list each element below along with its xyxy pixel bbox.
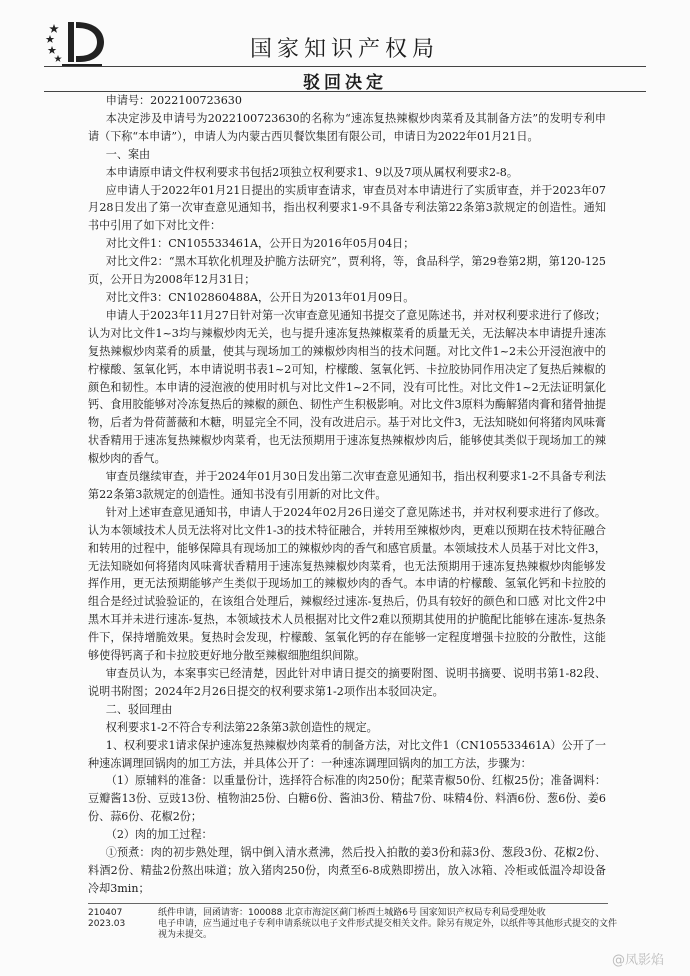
reason-paragraph: 权利要求1-2不符合专利法第22条第3款创造性的规定。 bbox=[105, 720, 378, 734]
paper-filing-note: 纸件申请，回函请寄：100088 北京市海淀区蓟门桥西土城路6号 国家知识产权局专利局受理处收 bbox=[158, 908, 546, 918]
decision-basis-paragraph: 审查员认为，本案事实已经清楚，因此针对申请日提交的摘要附图、说明书摘要、说明书第1-82段、说明书附图；2024年2月26日提交的权利要求第1-2项作出本驳回决定。 bbox=[88, 667, 606, 698]
section-heading-reasons: 二、驳回理由 bbox=[105, 702, 173, 716]
intro-paragraph: 本决定涉及申请号为2022100723630的名称为“速冻复热辣椒炒肉菜肴及其制备方法”的发明专利申请（下称“本申请”），申请人为内蒙古西贝餐饮集团有限公司，申请日为2022年01月21日。 bbox=[88, 111, 606, 143]
step-2-heading: （2）肉的加工过程： bbox=[105, 828, 213, 842]
application-number: 申请号：2022100723630 bbox=[105, 94, 242, 107]
electronic-filing-note: 电子申请，应当通过电子专利申请系统以电子文件形式提交相关文件。除另有规定外，以纸件等其他形式提交的文件视为未提交。 bbox=[158, 919, 618, 940]
document-body bbox=[88, 92, 606, 898]
agency-name: 国家知识产权局 bbox=[250, 37, 440, 62]
first-response-paragraph: 申请人于2023年11月27日针对第一次审查意见通知书提交了意见陈述书，并对权利要求进行了修改；认为对比文件1~3均与辣椒炒肉无关，也与提升速冻复热辣椒菜肴的质量无关，无法解决本申请提升速冻复热辣椒炒肉菜肴的质量，使其与现场加工的辣椒炒肉相当的技术问题。对比文件1~2未公开浸泡液中的柠檬酸、氢氧化钙，本申请说明书表1~2可知，柠檬酸、氢氧化钙、卡拉胶协同作用决定了复热后辣椒的颜色和韧性。本申请的浸泡液的使用时机与对比文件1~2不同，没有可比性。对比文件1~2无法证明氯化钙、食用胶能够对冷冻复热后的辣椒的颜色、韧性产生积极影响。对比文件3原料为酶解猪肉膏和猪骨抽提物，后者为骨荷蔷薇和木糖，明显完全不同，没有改进启示。基于对比文件3，无法知晓如何将猪肉风味膏状香精用于速冻复热辣椒炒肉菜肴，也无法预期用于速冻复热辣椒炒肉后，能够使其类似于现场加工的辣椒炒肉的香气。 bbox=[88, 308, 606, 466]
cnipa-logo bbox=[44, 18, 106, 68]
reference-1: 对比文件1：CN105533461A，公开日为2016年05月04日； bbox=[105, 237, 415, 251]
header-rule bbox=[44, 66, 646, 67]
form-codes bbox=[88, 908, 148, 930]
step-2-precook: ①预煮：肉的初步熟处理，锅中倒入清水煮沸，然后投入拍散的姜3份和蒜3份、葱段3份、花椒2份、料酒2份、精盐2份熬出味道；放入猪肉250份，肉煮至6-8成熟即捞出，放入冰箱、冷柜或低温冷却设备冷却3min； bbox=[88, 846, 606, 895]
document-title: 驳回决定 bbox=[303, 73, 387, 93]
form-version: 2023.03 bbox=[88, 919, 126, 929]
claim-1-analysis: 1、权利要求1请求保护速冻复热辣椒炒肉菜肴的制备方法，对比文件1（CN105533461A）公开了一种速冻调理回锅肉的加工方法，并具体公开了：一种速冻调理回锅肉的加工方法，步骤为： bbox=[88, 738, 606, 770]
section-heading-case: 一、案由 bbox=[105, 147, 151, 161]
reference-2: 对比文件2：“黑木耳软化机理及护脆方法研究”，贾利将，等，食品科学，第29卷第2期，第120-125页，公开日为2008年12月31日； bbox=[88, 255, 606, 287]
second-response-paragraph: 针对上述审查意见通知书，申请人于2024年02月26日递交了意见陈述书，并对权利要求进行了修改。认为本领域技术人员无法将对比文件1-3的技术特征融合，并转用至辣椒炒肉，更难以预期在技术特征融合和转用的过程中，能够保障具有现场加工的辣椒炒肉的香气和感官质量。本领域技术人员基于对比文件3，无法知晓如何将猪肉风味膏状香精用于速冻复热辣椒炒肉菜肴，也无法预期用于速冻复热辣椒炒肉能够发挥作用，更无法预期能够产生类似于现场加工的辣椒炒肉的香气。本申请的柠檬酸、氢氧化钙和卡拉胶的组合是经过试验验证的，在该组合处理后，辣椒经过速冻-复热后，仍具有较好的颜色和口感 对比文件2中黑木耳并未进行速冻-复热，本领域技术人员根据对比文件2难以预期其使用的护脆配比能够在速冻-复热条件下，保持增脆效果。复热时会发现，柠檬酸、氢氧化钙的存在能够一定程度增强卡拉胶的分散性，这能够使得钙离子和卡拉胶更好地分散至辣椒细胞组织间隙。 bbox=[88, 505, 606, 663]
examination-paragraph: 应申请人于2022年01月21日提出的实质审查请求，审查员对本申请进行了实质审查，并于2023年07月28日发出了第一次审查意见通知书，指出权利要求1-9不具备专利法第22条第3款规定的创造性。通知书中引用了如下对比文件： bbox=[88, 183, 606, 233]
footer-notes bbox=[158, 908, 618, 941]
step-1-materials: （1）原辅料的准备：以重量份计，选择符合标准的肉250份；配菜青椒50份、红椒25份；准备调料：豆瓣酱13份、豆豉13份、植物油25份、白糖6份、酱油3份、精盐7份、味精4份、料酒6份、葱6份、姜6份、蒜6份、花椒2份； bbox=[88, 774, 606, 824]
watermark: @凤影焰 bbox=[611, 953, 664, 968]
footer-rule bbox=[88, 903, 608, 904]
form-code: 210407 bbox=[88, 908, 123, 918]
claims-paragraph: 本申请原申请文件权利要求书包括2项独立权利要求1、9以及7项从属权利要求2-8。 bbox=[105, 165, 518, 179]
second-examination-paragraph: 审查员继续审查，并于2024年01月30日发出第二次审查意见通知书，指出权利要求1-2不具备专利法第22条第3款规定的创造性。通知书没有引用新的对比文件。 bbox=[88, 470, 606, 501]
reference-3: 对比文件3：CN102860488A，公开日为2013年01月09日。 bbox=[105, 290, 415, 304]
